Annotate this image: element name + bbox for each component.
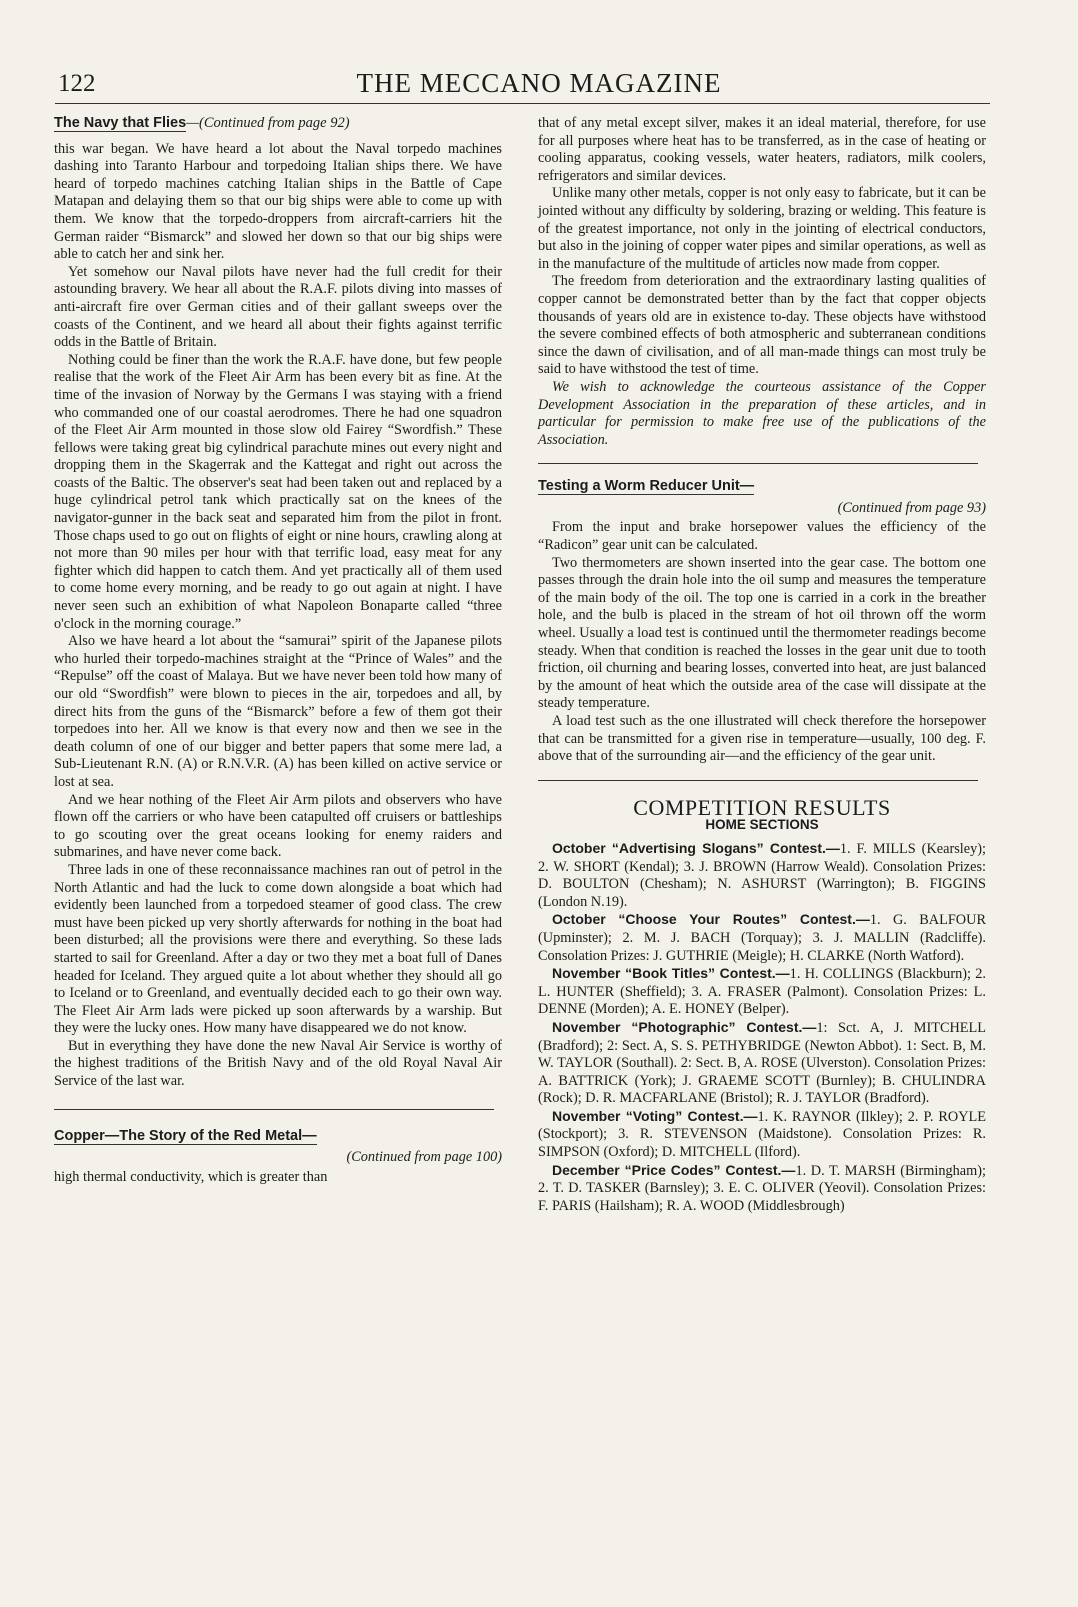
navy-paragraph: And we hear nothing of the Fleet Air Arm pilots and observers who have flown off the carriers or who have been catapulted off cruisers or battleships to go scouting over the great oceans looking for enemy raiders and submarines, and have never come back.	[54, 791, 502, 861]
result-entry: December “Price Codes” Contest.—1. D. T. MARSH (Birmingham); 2. T. D. TASKER (Barnsley); 3. E. C. OLIVER (Yeovil). Consolation Prizes: F. PARIS (Hailsham); R. A. WOOD (Middlesbrough)	[538, 1161, 986, 1214]
navy-paragraph: Also we have heard a lot about the “samurai” spirit of the Japanese pilots who hurled their torpedo-machines straight at the “Prince of Wales” and the “Repulse” off the coast of Malaya. But we have never been told how many of our old “Swordfish” were blown to pieces in the air, torpedoes and all, by direct hits from the guns of the “Bismarck” before a few of them got their torpedoes into her. All we know is that every now and then we see in the death column of one of our bigger and better papers that some mere lad, a Sub-Lieutenant R.N. (A) or R.N.V.R. (A) has been killed on active service or lost at sea.	[54, 633, 502, 790]
navy-continued-note: —(Continued from page 92)	[186, 115, 350, 131]
navy-paragraph: this war began. We have heard a lot about the Naval torpedo machines dashing into Taranto Harbour and torpedoing Italian ships there. We have heard of torpedo machines catching Italian ships in the Battle of Cape Matapan and delaying them so that our big ships were able to come up with them. We know that the torpedo-droppers from aircraft-carriers hit the German raider “Bismarck” and slowed her down so that our big ships were able to catch her and sink her.	[54, 140, 502, 263]
navy-paragraph: Nothing could be finer than the work the R.A.F. have done, but few people realise that the work of the Fleet Air Arm has been every bit as fine. At the time of the invasion of Norway by the Germans I was staying with a friend who commanded one of our coastal aerodromes. There he had one squadron of the Fleet Air Arm mounted in those slow old Fairey “Swordfish.” These fellows were taking great big cylindrical parachute mines out every night and dropping them in the Skagerrak and the Kattegat and right out across the coasts of the Baltic. The observer's seat had been taken out and replaced by a huge cylindrical petrol tank which practically sat on the knees of the navigator-gunner in the back seat and separated him from the pilot in front. Those chaps used to go out on flights of eight or nine hours, crawling along at not more than 90 miles per hour with that terrific load, easy meat for any fighter which did happen to catch them. And yet practically all of them used to come home every morning, and be ready to go out again at night. I have never seen such an exhibition of what Napoleon Bonaparte called “three o'clock in the morning courage.”	[54, 351, 502, 632]
navy-paragraph: Three lads in one of these reconnaissance machines ran out of petrol in the North Atlantic and had the luck to come down alongside a boat which had evidently been launched from a torpedoed steamer of good class. The crew must have been picked up very shortly afterwards for nothing in the boat had been disturbed; all the provisions were there and everything. So these lads started to sail for Greenland. After a day or two they met a boat full of Danes headed for Iceland. They argued quite a lot about whether they should all go to Iceland or to Greenland, and eventually decided each to go their own way. The Fleet Air Arm lads were picked up soon afterwards by a warship. But they were the lucky ones. How many have disappeared we do not know.	[54, 861, 502, 1037]
navy-paragraph: But in everything they have done the new Naval Air Service is worthy of the highest traditions of the British Navy and of the old Royal Naval Air Service of the last war.	[54, 1037, 502, 1090]
result-entry: November “Voting” Contest.—1. K. RAYNOR (Ilkley); 2. P. ROYLE (Stockport); 3. R. STEVENSON (Maidstone). Consolation Prizes: R. SIMPSON (Oxford); D. MITCHELL (Ilford).	[538, 1107, 986, 1161]
worm-continued-note: (Continued from page 93)	[837, 499, 986, 516]
copper-acknowledgement: We wish to acknowledge the courteous assistance of the Copper Development Association in the preparation of these articles, and in particular for permission to make free use of the publications of the Association.	[538, 378, 986, 448]
section-divider	[538, 780, 978, 781]
copper-first-line: high thermal conductivity, which is greater than	[54, 1168, 328, 1185]
right-column	[538, 115, 986, 1215]
section-divider	[538, 463, 978, 464]
copper-paragraph: Unlike many other metals, copper is not only easy to fabricate, but it can be jointed without any difficulty by soldering, brazing or welding. This feature is of the greatest importance, not only in the jointing of electrical conductors, but also in the joining of copper water pipes and similar operations, as well as in the manufacture of the multitude of articles now made from copper.	[538, 185, 986, 272]
worm-paragraph: Two thermometers are shown inserted into the gear case. The bottom one passes through the drain hole into the oil sump and measures the temperature of the main body of the oil. The top one is carried in a cork in the breather hole, and the bulb is placed in the stream of hot oil thrown off the worm wheel. Usually a load test is continued until the thermometer readings become steady. When that condition is reached the losses in the gear unit due to tooth friction, oil churning and bearing losses, converted into heat, are just balanced by the amount of heat which the outside area of the case will dissipate at the steady temperature.	[538, 554, 986, 712]
navy-article-heading	[54, 115, 502, 133]
header-rule	[55, 103, 990, 104]
worm-article-title: Testing a Worm Reducer Unit—	[538, 478, 755, 495]
worm-paragraph: A load test such as the one illustrated will check therefore the horsepower that can be transmitted for a given rise in temperature—usually, 100 deg. F. above that of the surrounding air—and the efficiency of the gear unit.	[538, 713, 986, 765]
navy-article-title: The Navy that Flies	[54, 115, 187, 131]
copper-continued-note: (Continued from page 100)	[346, 1149, 502, 1166]
home-sections-subtitle: HOME SECTIONS	[705, 817, 819, 833]
worm-paragraph: From the input and brake horsepower values the efficiency of the “Radicon” gear unit can be calculated.	[538, 519, 986, 554]
copper-paragraph: The freedom from deterioration and the extraordinary lasting qualities of copper cannot be demonstrated better than by the fact that copper objects thousands of years old are in existence to-day. These objects have withstood the severe combined effects of both atmospheric and subterranean conditions since the dawn of civilisation, and of all man-made things can most truly be said to have withstood the test of time.	[538, 273, 986, 378]
section-divider	[54, 1109, 494, 1110]
result-entry: November “Book Titles” Contest.—1. H. COLLINGS (Blackburn); 2. L. HUNTER (Sheffield); 3. A. FRASER (Palmont). Consolation Prizes: L. DENNE (Morden); A. E. HONEY (Belper).	[538, 965, 986, 1018]
copper-article-title: Copper—The Story of the Red Metal—	[54, 1127, 317, 1144]
copper-paragraph: that of any metal except silver, makes it an ideal material, therefore, for use for all purposes where heat has to be transferred, as in the case of heating or cooling apparatus, cooking vessels, water heaters, radiators, milk coolers, refrigerators and similar devices.	[538, 115, 986, 184]
page-number: 122	[58, 70, 96, 97]
left-column	[54, 115, 502, 1186]
navy-paragraph: Yet somehow our Naval pilots have never had the full credit for their astounding bravery. We hear all about the R.A.F. pilots diving into masses of anti-aircraft fire over German cities and of their gallant sweeps over the coasts of the Continent, and we heard all about their fights against terrific odds in the Battle of Britain.	[54, 263, 502, 351]
result-entry: October “Advertising Slogans” Contest.—1. F. MILLS (Kearsley); 2. W. SHORT (Kendal); 3. J. BROWN (Harrow Weald). Consolation Prizes: D. BOULTON (Chesham); N. ASHURST (Warrington); B. FIGGINS (London N.19).	[538, 839, 986, 910]
result-entry: November “Photographic” Contest.—1: Sct. A, J. MITCHELL (Bradford); 2: Sect. A, S. S. PETHYBRIDGE (Newton Abbot). 1: Sect. B, M. W. TAYLOR (Southall). 2: Sect. B, A. ROSE (Ulverston). Consolation Prizes: A. BATTRICK (York); J. GRAEME SCOTT (Burnley); B. CHULINDRA (Rock); D. R. MACFARLANE (Bristol); R. J. TAYLOR (Bradford).	[538, 1018, 986, 1107]
result-entry: October “Choose Your Routes” Contest.—1. G. BALFOUR (Upminster); 2. M. J. BACH (Torquay); 3. J. MALLIN (Radcliffe). Consolation Prizes: J. GUTHRIE (Meigle); H. CLARKE (North Watford).	[538, 911, 986, 964]
magazine-title: THE MECCANO MAGAZINE	[356, 68, 722, 98]
competition-results-title: COMPETITION RESULTS	[633, 794, 891, 820]
